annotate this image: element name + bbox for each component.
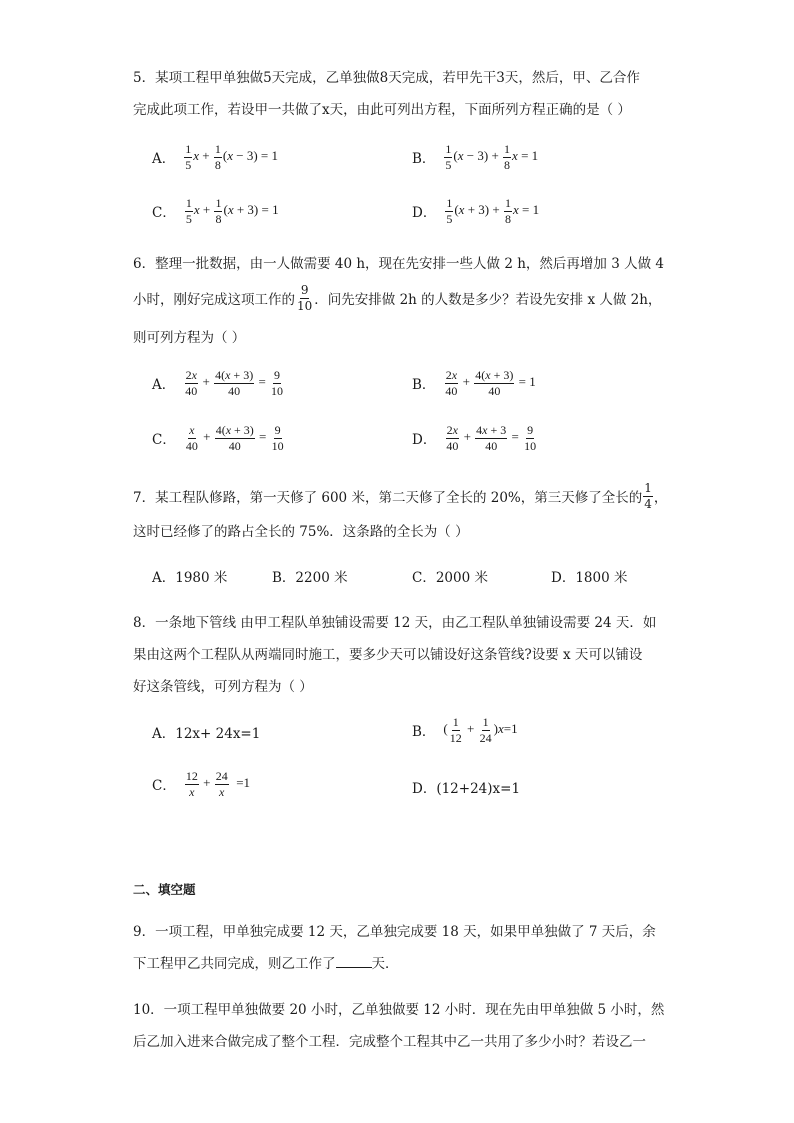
q7-option-d: D．1800 米 bbox=[551, 570, 628, 586]
q9-line2: 下工程甲乙共同完成，则乙工作了 天． bbox=[133, 956, 399, 972]
q8-line1: 8．一条地下管线 由甲工程队单独铺设需要 12 天，由乙工程队单独铺设需要 24 天．如 bbox=[133, 615, 657, 631]
q5-option-c: C． $\frac{1}{5}$ x + $\frac{1}{8}$ (x + 3) = 1 bbox=[152, 196, 279, 226]
q10-line1: 10．一项工程甲单独做要 20 小时，乙单独做要 12 小时．现在先由甲单独做 5 小时，然 bbox=[133, 1002, 665, 1018]
q5-option-b: B． $\frac{1}{5}$ (x − 3) + $\frac{1}{8}$ x = 1 bbox=[412, 142, 539, 172]
q8-line2: 果由这两个工程队从两端同时施工，要多少天可以铺设好这条管线?设要 x 天可以铺设 bbox=[133, 647, 643, 663]
q7-fraction-1-4: $\frac{1}{4}$ bbox=[644, 481, 652, 511]
q7-option-a: A．1980 米 bbox=[152, 570, 228, 586]
q10-line2: 后乙加入进来合做完成了整个工程．完成整个工程其中乙一共用了多少小时？若设乙一 bbox=[133, 1034, 646, 1050]
q9-answer-blank[interactable] bbox=[336, 955, 372, 968]
q5-option-d: D． $\frac{1}{5}$ (x + 3) + $\frac{1}{8}$ x = 1 bbox=[412, 196, 540, 226]
q6-fraction-9-10: $\frac{9}{10}$ bbox=[297, 283, 313, 313]
q5-line1: 5．某项工程甲单独做5天完成，乙单独做8天完成，若甲先干3天，然后，甲、乙合作 bbox=[133, 70, 640, 86]
q5-option-a: A． $\frac{1}{5}$ x + $\frac{1}{8}$ (x − 3) = 1 bbox=[152, 142, 278, 172]
q6-option-c: C． $\frac{x}{40}$ + $\frac{4(x + 3)}{40}$ = $\frac{9}{10}$ bbox=[152, 423, 284, 453]
q5-option-d-equation: $\frac{1}{5}$ (x + 3) + $\frac{1}{8}$ x = 1 bbox=[446, 196, 540, 226]
q6-option-a: A． $\frac{2x}{40}$ + $\frac{4(x + 3)}{40}$ = $\frac{9}{10}$ bbox=[152, 368, 284, 398]
q6-option-b: B． $\frac{2x}{40}$ + $\frac{4(x + 3)}{40}$ = 1 bbox=[412, 368, 536, 398]
q8-option-b-equation: ( $\frac{1}{12}$ + $\frac{1}{24}$ )x=1 bbox=[443, 715, 518, 745]
q8-line3: 好这条管线，可列方程为（ ） bbox=[133, 679, 313, 695]
q6-option-b-equation: $\frac{2x}{40}$ + $\frac{4(x + 3)}{40}$ = 1 bbox=[445, 368, 536, 398]
q5-option-a-equation: $\frac{1}{5}$ x + $\frac{1}{8}$ (x − 3) = 1 bbox=[185, 142, 278, 172]
q5-option-b-equation: $\frac{1}{5}$ (x − 3) + $\frac{1}{8}$ x = 1 bbox=[445, 142, 539, 172]
q6-option-c-equation: $\frac{x}{40}$ + $\frac{4(x + 3)}{40}$ = $\frac{9}{10}$ bbox=[185, 423, 284, 453]
q6-option-d-equation: $\frac{2x}{40}$ + $\frac{4x + 3}{40}$ = $\frac{9}{10}$ bbox=[446, 423, 537, 453]
q6-line1: 6．整理一批数据，由一人做需要 40 h，现在先安排一些人做 2 h，然后再增加 3 人做 4 bbox=[133, 256, 664, 272]
q7-line1: 7．某工程队修路，第一天修了 600 米，第二天修了全长的 20%，第三天修了全长的 $\frac{1}{4}$ ， bbox=[133, 481, 668, 511]
q8-option-a: A．12x+ 24x=1 bbox=[152, 726, 261, 742]
q8-option-b: B． ( $\frac{1}{12}$ + $\frac{1}{24}$ )x=1 bbox=[412, 715, 518, 745]
section-title-fill-in: 二、填空题 bbox=[133, 882, 196, 897]
q8-option-d: D．(12+24)x=1 bbox=[412, 781, 521, 797]
q9-line1: 9．一项工程，甲单独完成要 12 天，乙单独完成要 18 天，如果甲单独做了 7 天后，余 bbox=[133, 924, 656, 940]
q7-option-b: B．2200 米 bbox=[272, 570, 348, 586]
q7-line2: 这时已经修了的路占全长的 75%．这条路的全长为（ ） bbox=[133, 524, 469, 540]
q5-line2: 完成此项工作，若设甲一共做了x天，由此可列出方程，下面所列方程正确的是（ ） bbox=[133, 102, 631, 118]
q6-line3: 则可列方程为（ ） bbox=[133, 330, 246, 346]
q8-option-c: C． $\frac{12}{x}$ + $\frac{24}{x}$ =1 bbox=[152, 769, 251, 799]
q7-option-c: C．2000 米 bbox=[412, 570, 488, 586]
q6-line2: 小时，刚好完成这项工作的 $\frac{9}{10}$ ．问先安排做 2h 的人数是多少？若设先安排 x 人做 2h， bbox=[133, 283, 662, 313]
q8-option-c-equation: $\frac{12}{x}$ + $\frac{24}{x}$ =1 bbox=[185, 769, 251, 799]
q6-option-a-equation: $\frac{2x}{40}$ + $\frac{4(x + 3)}{40}$ = $\frac{9}{10}$ bbox=[185, 368, 284, 398]
q6-option-d: D． $\frac{2x}{40}$ + $\frac{4x + 3}{40}$ = $\frac{9}{10}$ bbox=[412, 423, 537, 453]
q5-option-c-equation: $\frac{1}{5}$ x + $\frac{1}{8}$ (x + 3) = 1 bbox=[185, 196, 279, 226]
